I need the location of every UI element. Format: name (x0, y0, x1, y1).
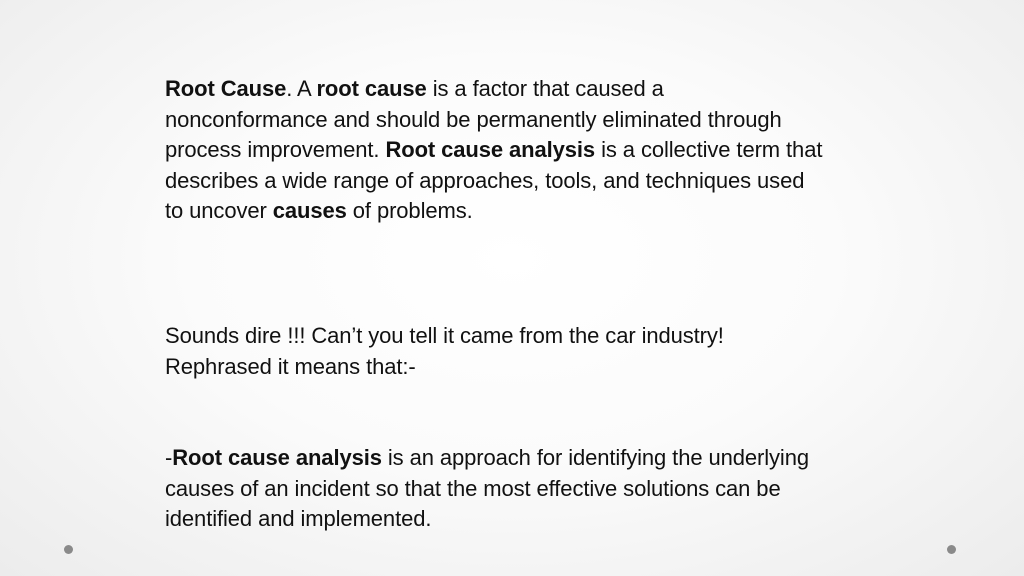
root-cause-term: root cause (316, 76, 427, 101)
text-segment: is a collective term that describes a wide range of approaches, tools, and techniques used to uncover (165, 137, 823, 223)
root-cause-analysis-term: Root cause analysis (172, 445, 382, 470)
definition-paragraph (165, 74, 825, 227)
dash: - (165, 445, 173, 470)
decorative-dot-right (947, 545, 956, 554)
decorative-dot-left (64, 545, 73, 554)
rephrased-line: Rephrased it means that:- (165, 353, 416, 379)
text-segment: is an approach for identifying the underlying causes of an incident so that the most effective solutions can be identified and implemented. (165, 445, 809, 531)
root-cause-analysis-term: Root cause analysis (385, 137, 596, 162)
comment-line: Sounds dire !!! Can’t you tell it came from the car industry! (165, 323, 724, 348)
rephrased-paragraph (165, 443, 825, 535)
root-cause-heading: Root Cause (165, 76, 287, 101)
text-segment: of problems. (346, 198, 473, 223)
text-segment: . A (286, 76, 317, 101)
causes-term: causes (272, 198, 347, 223)
comment-paragraph (165, 321, 825, 382)
text-segment: is a factor that caused a nonconformance and should be permanently eliminated through process improvement. (165, 76, 782, 162)
